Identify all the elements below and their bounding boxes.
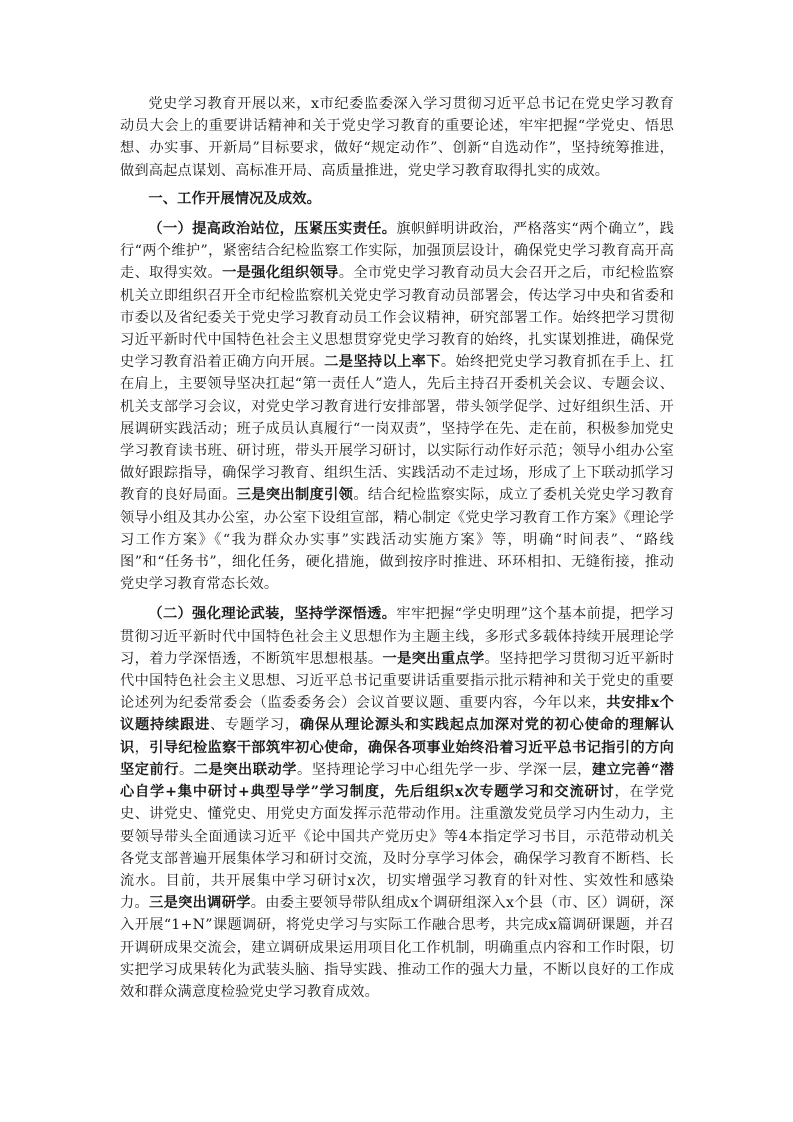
document-page <box>120 93 674 1011</box>
subsection-1-paragraph <box>120 218 674 595</box>
intro-paragraph: 党史学习教育开展以来，x市纪委监委深入学习贯彻习近平总书记在党史学习教育动员大会上的重要讲话精神和关于党史学习教育的重要论述，牢牢把握“学党史、悟思想、办实事、开新局”目标要求，做好“规定动作”、创新“自选动作”，坚持统筹推进，做到高起点谋划、高标准开局、高质量推进，党史学习教育取得扎实的成效。 <box>120 96 674 179</box>
p2-text-2: 。坚持把学习贯彻习近平新时代中国特色社会主义思想、习近平总书记重要讲话重要指示批示精神和关于党史的重要论述列为纪委常委会（监委委务会）会议首要议题、重要内容，今年以来， <box>120 650 674 712</box>
p2-text-7: ，在学党史、讲党史、懂党史、用党史方面发挥示范带动作用。注重激发党员学习内生动力，主要领导带头全面通读习近平《论中国共产党历史》等4本指定学习书目，示范带动机关各党支部普遍开展集体学习和研讨交流，及时分享学习体会，确保学习教育不断档、长流水。目前，共开展集中学习研讨x次，切实增强学习教育的针对性、实效性和感染力。 <box>120 784 674 912</box>
p2-text-6: 。坚持理论学习中心组先学一步、学深一层， <box>296 761 592 778</box>
p1-point-1: 一是强化组织领导 <box>222 265 339 282</box>
p2-text-5: 。 <box>178 761 194 778</box>
p2-bold-3: 确保从理论源头和实践起点加深对党的初心使命的理解认识 <box>120 717 674 756</box>
p1-text-3: 。始终把党史学习教育抓在手上、扛在肩上，主要领导坚决扛起“第一责任人”造人，先后主持召开委机关会议、专题会议、机关支部学习会议，对党史学习教育进行安排部署，带头领学促学、过好组织生活、开展调研实践活动；班子成员认真履行“一岗双责”，坚持学在先、走在前，积极参加党史学习教育读书班、研讨班，带头开展学习研讨，以实际行动作好示范；领导小组办公室做好跟踪指导，确保学习教育、组织生活、实践活动不走过场，形成了上下联动抓学习教育的良好局面。 <box>120 354 674 504</box>
p1-text-1: 旗帜鲜明讲政治，严格落实“两个确立”，践行“两个维护”，紧密结合纪检监察工作实际，加强顶层设计，确保党史学习教育高开高走、取得实效。 <box>120 221 675 282</box>
p1-text-4: 。结合纪检监察实际，成立了委机关党史学习教育领导小组及其办公室，办公室下设组宣部，精心制定《党史学习教育工作方案》《理论学习工作方案》《“我为群众办实事”实践活动实施方案》等，明确“时间表”、“路线图”和“任务书”，细化任务，硬化措施，做到按序时推进、环环相扣、无缝衔接，推动党史学习教育常态长效。 <box>120 487 675 593</box>
p2-text-8: 。由委主要领导带队组成x个调研组深入x个县（市、区）调研，深入开展“1+N”课题调研，将党史学习与实际工作融合思考，共完成x篇调研课题，并召开调研成果交流会，建立调研成果运用项目化工作机制，明确重点内容和工作时限，切实把学习成果转化为武装头脑、指导实践、推动工作的强大力量，不断以良好的工作成效和群众满意度检验党史学习教育成效。 <box>120 895 674 1000</box>
p2-text-4: ， <box>134 739 150 756</box>
p2-text-1: 牢牢把握“学史明理”这个基本前提，把学习贯彻习近平新时代中国特色社会主义思想作为主题主线，多形式多载体持续开展理论学习，着力学深悟透，不断筑牢思想根基。 <box>120 606 675 667</box>
subsection-1-title: （一）提高政治站位，压紧压实责任。 <box>148 221 397 238</box>
p1-point-2: 二是坚持以上率下 <box>324 354 441 371</box>
subsection-2-title: （二）强化理论武装，坚持学深悟透。 <box>148 606 397 623</box>
p2-point-2: 二是突出联动学 <box>193 761 297 778</box>
subsection-2-paragraph <box>120 603 674 1003</box>
p2-bold-2: 共安排x个议题持续跟进 <box>120 695 674 734</box>
section-heading: 一、工作开展情况及成效。 <box>148 190 322 207</box>
p2-bold-4: 引导纪检监察干部筑牢初心使命，确保各项事业始终沿着习近平总书记指引的方向坚定前行 <box>120 739 675 778</box>
p2-text-3: 、专题学习， <box>209 717 300 734</box>
p1-text-2: 。全市党史学习教育动员大会召开之后，市纪检监察机关立即组织召开全市纪检监察机关党史学习教育动员部署会，传达学习中央和省委和市委以及省纪委关于党史学习教育动员工作会议精神，研究部署工作。始终把学习贯彻习近平新时代中国特色社会主义思想贯穿党史学习教育的始终，扎实谋划推进，确保党史学习教育沿着正确方向开展。 <box>120 265 674 371</box>
p1-point-3: 三是突出制度引领 <box>236 487 354 504</box>
p2-point-3: 三是突出调研学 <box>149 895 251 912</box>
p2-bold-6: 建立完善“潜心自学+集中研讨+典型导学”学习制度，先后组织x次专题学习和交流研讨 <box>120 761 674 801</box>
p2-point-1: 一是突出重点学 <box>382 650 485 667</box>
